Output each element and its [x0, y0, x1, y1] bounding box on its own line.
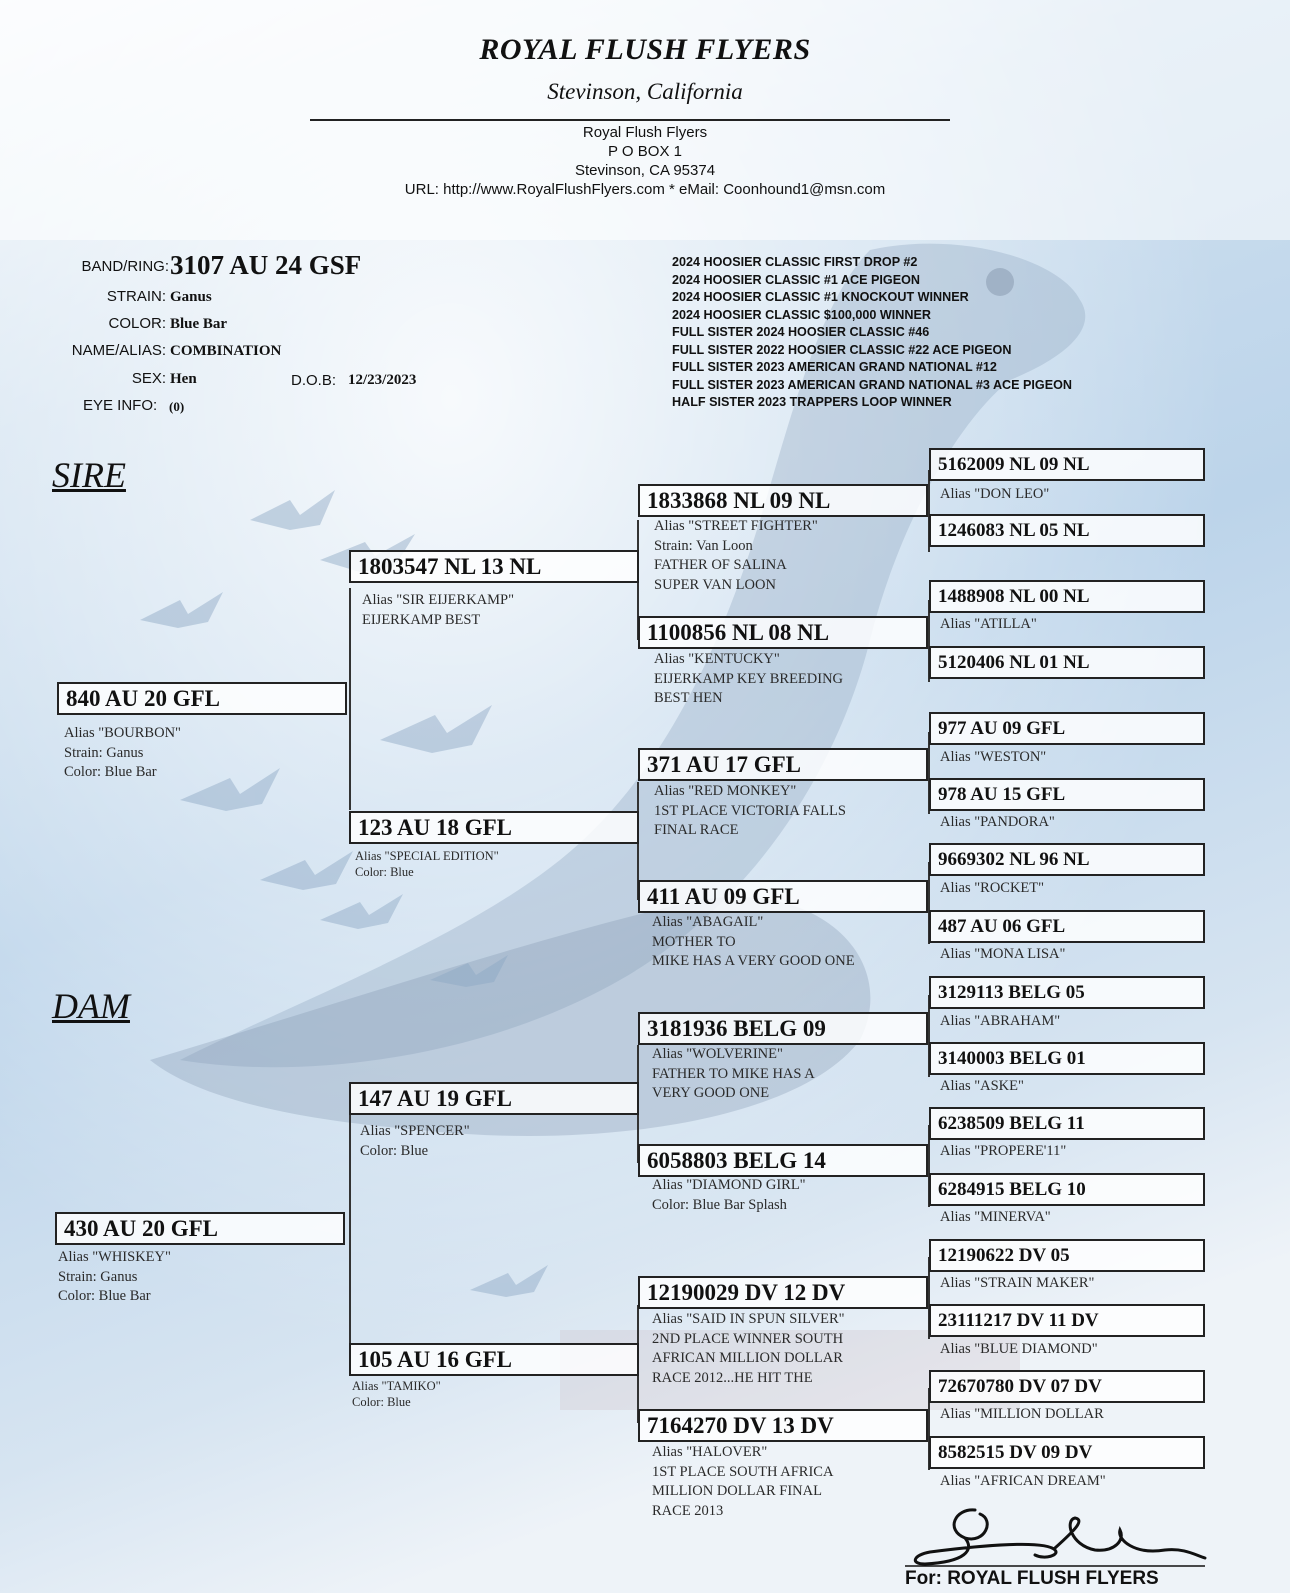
sire-sire-notes: Alias "SIR EIJERKAMP" EIJERKAMP BEST	[362, 592, 515, 628]
band-number: 3107 AU 24 GSF	[170, 250, 362, 280]
ddd-notes: Alias "HALOVER" 1ST PLACE SOUTH AFRICA MILLION DOLLAR FINAL RACE 2013	[652, 1444, 834, 1519]
connector-line	[349, 1112, 351, 1352]
sire-heading: SIRE	[52, 455, 126, 495]
dsss-note: Alias "ABRAHAM"	[940, 1013, 1061, 1029]
dsdd-note: Alias "MINERVA"	[940, 1209, 1051, 1225]
ssds-band-box: 1488908 NL 00 NL	[929, 580, 1205, 613]
dssd-band-box: 3140003 BELG 01	[929, 1042, 1205, 1075]
dds-band-box: 12190029 DV 12 DV	[638, 1276, 928, 1309]
sds-notes: Alias "RED MONKEY" 1ST PLACE VICTORIA FALLS FINAL RACE	[654, 783, 846, 838]
sdss-band-box: 977 AU 09 GFL	[929, 712, 1205, 745]
ddsd-band-box: 23111217 DV 11 DV	[929, 1304, 1205, 1337]
signature-caption: For: ROYAL FLUSH FLYERS	[905, 1568, 1159, 1589]
ssd-band-box: 1100856 NL 08 NL	[638, 616, 928, 649]
ssss-note: Alias "DON LEO"	[940, 486, 1050, 502]
dss-notes: Alias "WOLVERINE" FATHER TO MIKE HAS A VERY GOOD ONE	[652, 1046, 815, 1101]
sire-sire-band-box: 1803547 NL 13 NL	[349, 550, 639, 583]
color-label: COLOR:	[108, 315, 166, 332]
signature-image	[905, 1500, 1225, 1570]
dsd-notes: Alias "DIAMOND GIRL" Color: Blue Bar Splash	[652, 1177, 806, 1213]
eye-info-label: EYE INFO:	[83, 397, 158, 414]
sire-notes: Alias "BOURBON" Strain: Ganus Color: Blue Bar	[64, 725, 181, 780]
kennel-title: ROYAL FLUSH FLYERS	[479, 33, 811, 66]
dss-band-box: 3181936 BELG 09	[638, 1012, 928, 1045]
dddd-band-box: 8582515 DV 09 DV	[929, 1436, 1205, 1469]
sire-dam-notes: Alias "SPECIAL EDITION" Color: Blue	[355, 849, 499, 879]
strain-value: Ganus	[170, 289, 212, 305]
achievement-item: 2024 HOOSIER CLASSIC FIRST DROP #2	[672, 255, 918, 269]
dam-dam-band-box: 105 AU 16 GFL	[349, 1343, 639, 1376]
sds-band-box: 371 AU 17 GFL	[638, 748, 928, 781]
sdds-band-box: 9669302 NL 96 NL	[929, 843, 1205, 876]
sex-label: SEX:	[131, 370, 166, 387]
achievement-item: 2024 HOOSIER CLASSIC #1 KNOCKOUT WINNER	[672, 290, 969, 304]
ddds-note: Alias "MILLION DOLLAR	[940, 1406, 1104, 1422]
ddd-band-box: 7164270 DV 13 DV	[638, 1409, 928, 1442]
ddsd-note: Alias "BLUE DIAMOND"	[940, 1341, 1098, 1357]
dam-dam-notes: Alias "TAMIKO" Color: Blue	[352, 1379, 441, 1409]
dds-notes: Alias "SAID IN SPUN SILVER" 2ND PLACE WINNER SOUTH AFRICAN MILLION DOLLAR RACE 2012...HE HIT THE	[652, 1311, 845, 1386]
sssd-band-box: 1246083 NL 05 NL	[929, 514, 1205, 547]
sex-value: Hen	[170, 371, 197, 387]
ddss-band-box: 12190622 DV 05	[929, 1239, 1205, 1272]
achievement-item: FULL SISTER 2023 AMERICAN GRAND NATIONAL #3 ACE PIGEON	[672, 377, 1073, 392]
achievement-item: FULL SISTER 2024 HOOSIER CLASSIC #46	[672, 325, 930, 339]
achievement-item: FULL SISTER 2022 HOOSIER CLASSIC #22 ACE PIGEON	[672, 342, 1012, 357]
kennel-location: Stevinson, California	[547, 79, 743, 104]
dob-label: D.O.B:	[291, 372, 337, 389]
sss-band-box: 1833868 NL 09 NL	[638, 484, 928, 517]
dsds-band-box: 6238509 BELG 11	[929, 1107, 1205, 1140]
dam-band-box: 430 AU 20 GFL	[55, 1212, 345, 1245]
ssds-note: Alias "ATILLA"	[940, 616, 1037, 632]
strain-label: STRAIN:	[106, 288, 166, 305]
sdd-band-box: 411 AU 09 GFL	[638, 880, 928, 913]
dsdd-band-box: 6284915 BELG 10	[929, 1173, 1205, 1206]
dddd-note: Alias "AFRICAN DREAM"	[940, 1473, 1106, 1489]
dsds-note: Alias "PROPERE'11"	[940, 1143, 1067, 1159]
sdsd-note: Alias "PANDORA"	[940, 814, 1055, 830]
ddds-band-box: 72670780 DV 07 DV	[929, 1370, 1205, 1403]
name-label: NAME/ALIAS:	[71, 342, 166, 359]
sddd-note: Alias "MONA LISA"	[940, 946, 1066, 962]
ssss-band-box: 5162009 NL 09 NL	[929, 448, 1205, 481]
address-line-2: P O BOX 1	[608, 143, 682, 160]
dsd-band-box: 6058803 BELG 14	[638, 1144, 928, 1177]
dsss-band-box: 3129113 BELG 05	[929, 976, 1205, 1009]
sire-dam-band-box: 123 AU 18 GFL	[349, 811, 639, 844]
achievement-item: HALF SISTER 2023 TRAPPERS LOOP WINNER	[672, 395, 952, 409]
dob-value: 12/23/2023	[348, 372, 417, 388]
color-value: Blue Bar	[170, 316, 228, 332]
ddss-note: Alias "STRAIN MAKER"	[940, 1275, 1095, 1291]
contact-line: URL: http://www.RoyalFlushFlyers.com * eMail: Coonhound1@msn.com	[404, 181, 886, 198]
ssdd-band-box: 5120406 NL 01 NL	[929, 646, 1205, 679]
connector-line	[349, 588, 351, 810]
sdd-notes: Alias "ABAGAIL" MOTHER TO MIKE HAS A VERY GOOD ONE	[652, 914, 855, 969]
sdsd-band-box: 978 AU 15 GFL	[929, 778, 1205, 811]
address-line-1: Royal Flush Flyers	[582, 124, 708, 141]
achievement-item: FULL SISTER 2023 AMERICAN GRAND NATIONAL #12	[672, 360, 997, 374]
achievement-item: 2024 HOOSIER CLASSIC #1 ACE PIGEON	[672, 272, 920, 287]
header-divider	[310, 119, 950, 121]
dam-sire-notes: Alias "SPENCER" Color: Blue	[360, 1123, 470, 1159]
sire-band-box: 840 AU 20 GFL	[57, 682, 347, 715]
sdss-note: Alias "WESTON"	[940, 749, 1047, 765]
sddd-band-box: 487 AU 06 GFL	[929, 910, 1205, 943]
dam-heading: DAM	[52, 986, 130, 1026]
dam-notes: Alias "WHISKEY" Strain: Ganus Color: Blue Bar	[58, 1249, 171, 1304]
eye-info-value: (0)	[169, 399, 185, 414]
dssd-note: Alias "ASKE"	[940, 1078, 1024, 1094]
band-label: BAND/RING:	[81, 258, 169, 275]
sdds-note: Alias "ROCKET"	[940, 880, 1045, 896]
name-value: COMBINATION	[170, 343, 282, 359]
address-line-3: Stevinson, CA 95374	[574, 162, 716, 179]
achievements-list	[672, 254, 1072, 412]
sss-notes: Alias "STREET FIGHTER" Strain: Van Loon FATHER OF SALINA SUPER VAN LOON	[654, 518, 818, 593]
ssd-notes: Alias "KENTUCKY" EIJERKAMP KEY BREEDING BEST HEN	[654, 651, 844, 706]
dam-sire-band-box: 147 AU 19 GFL	[349, 1082, 639, 1115]
achievement-item: 2024 HOOSIER CLASSIC $100,000 WINNER	[672, 307, 931, 322]
